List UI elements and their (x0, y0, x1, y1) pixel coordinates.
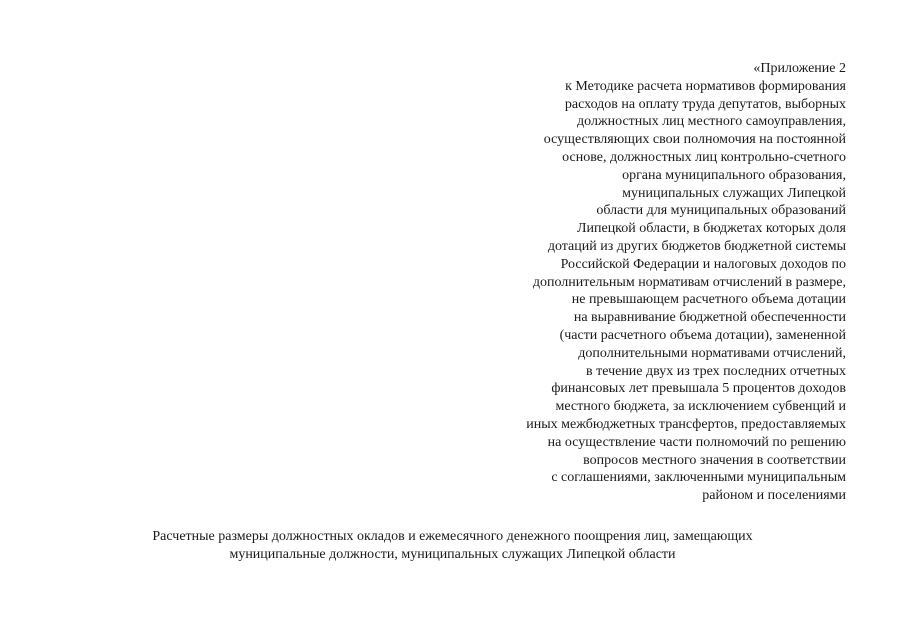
appendix-line: на осуществление части полномочий по решению (547, 434, 846, 450)
appendix-line: районом и поселениями (702, 488, 846, 504)
appendix-line: должностных лиц местного самоуправления, (577, 114, 846, 130)
appendix-line: основе, должностных лиц контрольно-счетного (562, 149, 846, 165)
appendix-line: Липецкой области, в бюджетах которых доля (577, 221, 846, 237)
appendix-line: дотаций из других бюджетов бюджетной системы (547, 238, 846, 254)
title-line: муниципальные должности, муниципальных служащих Липецкой области (229, 547, 676, 562)
appendix-line: вопросов местного значения в соответствии (583, 452, 846, 468)
appendix-line: (части расчетного объема дотации), замененной (559, 327, 846, 343)
appendix-line: на выравнивание бюджетной обеспеченности (573, 310, 846, 326)
appendix-line: не превышающем расчетного объема дотации (571, 292, 846, 308)
appendix-line: с соглашениями, заключенными муниципальным (551, 470, 846, 486)
appendix-line: к Методике расчета нормативов формирования (565, 78, 846, 94)
appendix-line: дополнительными нормативами отчислений, (578, 345, 846, 361)
appendix-line: финансовых лет превышала 5 процентов доходов (551, 381, 846, 397)
document-title (60, 528, 845, 564)
appendix-line: осуществляющих свои полномочия на постоянной (543, 132, 846, 148)
appendix-line: органа муниципального образования, (622, 167, 846, 183)
appendix-line: «Приложение 2 (753, 61, 846, 76)
appendix-line: расходов на оплату труда депутатов, выборных (564, 96, 846, 112)
appendix-line: иных межбюджетных трансфертов, предоставляемых (526, 416, 846, 432)
appendix-line: области для муниципальных образований (596, 203, 846, 219)
appendix-line: в течение двух из трех последних отчетных (585, 363, 846, 379)
appendix-line: муниципальных служащих Липецкой (622, 185, 846, 201)
appendix-line: дополнительным нормативам отчислений в размере, (532, 274, 846, 290)
appendix-header (470, 60, 846, 505)
title-line: Расчетные размеры должностных окладов и ежемесячного денежного поощрения лиц, замещающих (152, 529, 753, 544)
appendix-line: Российской Федерации и налоговых доходов по (560, 256, 846, 272)
appendix-line: местного бюджета, за исключением субвенций и (555, 399, 846, 415)
